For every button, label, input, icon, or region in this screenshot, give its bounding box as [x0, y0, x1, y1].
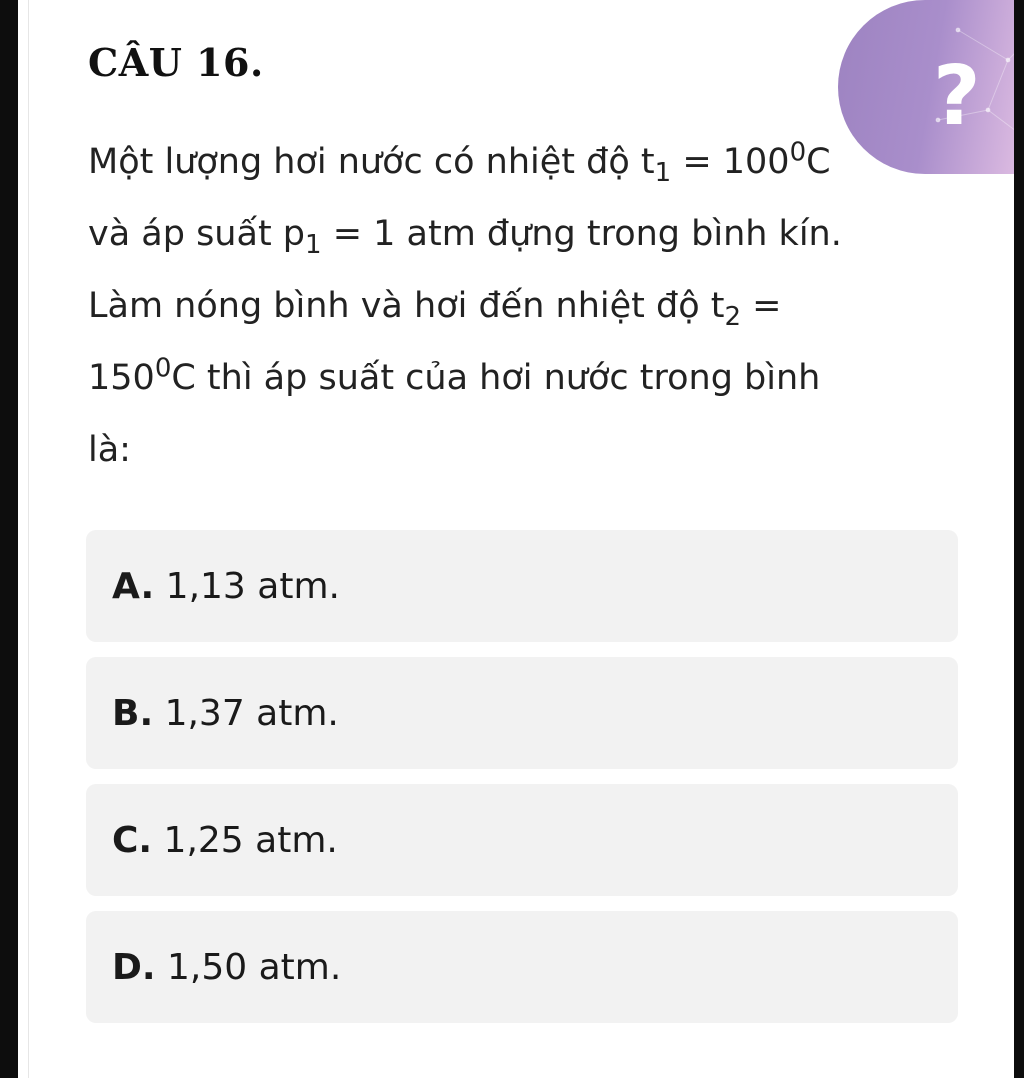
right-screen-edge — [1014, 0, 1024, 1078]
question-line-2: và áp suất $p_1 = 1$ atm đựng trong bình kín. — [88, 214, 842, 260]
option-a[interactable] — [86, 530, 958, 642]
question-text — [88, 126, 968, 486]
question-number: CÂU 16. — [88, 40, 264, 85]
option-b[interactable] — [86, 657, 958, 769]
option-c-text: C. 1,25 atm. — [112, 820, 338, 861]
question-card — [18, 0, 1014, 1078]
question-line-4: $150^0C$ thì áp suất của hơi nước trong bình — [88, 353, 821, 398]
card-border — [28, 0, 29, 1078]
option-d[interactable] — [86, 911, 958, 1023]
left-screen-edge — [0, 0, 18, 1078]
question-line-5: là: — [88, 430, 131, 470]
question-mark-icon: ? — [933, 49, 981, 144]
option-a-text: A. 1,13 atm. — [112, 566, 340, 607]
answer-options — [86, 530, 958, 1038]
option-b-text: B. 1,37 atm. — [112, 693, 339, 734]
option-c[interactable] — [86, 784, 958, 896]
question-line-3: Làm nóng bình và hơi đến nhiệt độ $t_2$ = — [88, 286, 782, 332]
option-d-text: D. 1,50 atm. — [112, 947, 342, 988]
question-line-1: Một lượng hơi nước có nhiệt độ $t_1 = 100^0C$ — [88, 137, 831, 188]
